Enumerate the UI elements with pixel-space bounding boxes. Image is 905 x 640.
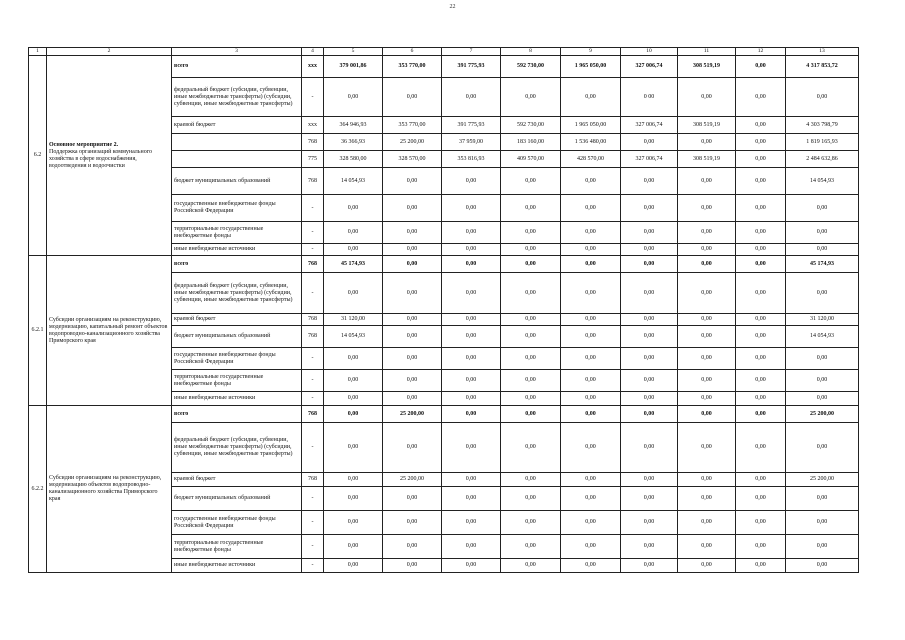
budget-code: 768 <box>302 314 324 326</box>
year-value: 0,00 <box>561 511 621 535</box>
column-number: 1 <box>29 48 47 56</box>
year-value: 409 570,00 <box>501 151 561 168</box>
year-value: 0,00 <box>501 78 561 117</box>
year-value: 353 770,00 <box>383 117 442 134</box>
year-value: 0,00 <box>678 134 736 151</box>
year-value: 0,00 <box>442 535 501 559</box>
year-value: 0,00 <box>383 78 442 117</box>
year-value: 0,00 <box>678 535 736 559</box>
year-value: 0,00 <box>736 348 786 370</box>
year-value: 0,00 <box>501 511 561 535</box>
year-value: 364 946,93 <box>324 117 383 134</box>
year-value: 25 200,00 <box>383 406 442 423</box>
year-value: 0,00 <box>621 473 678 487</box>
year-value: 0,00 <box>736 256 786 273</box>
year-value: 0,00 <box>736 559 786 573</box>
item-number: 6.2.1 <box>29 256 47 406</box>
year-value: 0,00 <box>561 244 621 256</box>
year-value: 14 054,93 <box>324 168 383 195</box>
year-value: 0,00 <box>383 559 442 573</box>
funding-source: иные внебюджетные источники <box>172 244 302 256</box>
total-value: 4 303 798,79 <box>786 117 859 134</box>
total-value: 2 484 632,86 <box>786 151 859 168</box>
funding-source: всего <box>172 56 302 78</box>
funding-source: краевой бюджет <box>172 473 302 487</box>
year-value: 0,00 <box>621 244 678 256</box>
year-value: 0,00 <box>736 326 786 348</box>
year-value: 0,00 <box>442 326 501 348</box>
year-value: 391 775,93 <box>442 56 501 78</box>
year-value: 0,00 <box>442 406 501 423</box>
year-value: 0,00 <box>442 487 501 511</box>
year-value: 14 054,93 <box>324 326 383 348</box>
year-value: 0,00 <box>678 473 736 487</box>
funding-source <box>172 151 302 168</box>
year-value: 0,00 <box>621 406 678 423</box>
budget-code: - <box>302 78 324 117</box>
budget-table <box>28 47 859 573</box>
year-value: 0,00 <box>561 487 621 511</box>
funding-source <box>172 134 302 151</box>
column-number: 3 <box>172 48 302 56</box>
year-value: 0,00 <box>442 168 501 195</box>
year-value: 0,00 <box>561 370 621 392</box>
column-number: 6 <box>383 48 442 56</box>
item-name <box>47 56 172 256</box>
column-number: 8 <box>501 48 561 56</box>
page-number: 22 <box>449 4 456 10</box>
funding-source: бюджет муниципальных образований <box>172 168 302 195</box>
total-value: 25 200,00 <box>786 473 859 487</box>
funding-source: иные внебюджетные источники <box>172 392 302 406</box>
year-value: 0,00 <box>678 559 736 573</box>
year-value: 0,00 <box>324 348 383 370</box>
funding-source: федеральный бюджет (субсидии, субвенции, иные межбюджетные трансферты) (субсидии, субвенции, иные межбюджетные трансферты) <box>172 423 302 473</box>
column-number: 7 <box>442 48 501 56</box>
column-number: 12 <box>736 48 786 56</box>
year-value: 327 006,74 <box>621 151 678 168</box>
funding-source: краевой бюджет <box>172 117 302 134</box>
year-value: 0,00 <box>324 487 383 511</box>
year-value: 0,00 <box>678 168 736 195</box>
year-value: 0,00 <box>736 511 786 535</box>
year-value: 0,00 <box>561 473 621 487</box>
year-value: 25 200,00 <box>383 473 442 487</box>
year-value: 0,00 <box>621 392 678 406</box>
year-value: 0,00 <box>678 326 736 348</box>
year-value: 0,00 <box>678 78 736 117</box>
year-value: 308 519,19 <box>678 151 736 168</box>
total-value: 4 317 853,72 <box>786 56 859 78</box>
total-value: 0,00 <box>786 535 859 559</box>
total-value: 0,00 <box>786 370 859 392</box>
header-row <box>29 48 859 56</box>
year-value: 0,00 <box>678 222 736 244</box>
year-value: 0,00 <box>324 406 383 423</box>
year-value: 0,00 <box>324 535 383 559</box>
year-value: 0,00 <box>736 406 786 423</box>
budget-code: - <box>302 195 324 222</box>
budget-code: - <box>302 222 324 244</box>
year-value: 0,00 <box>621 423 678 473</box>
year-value: 0,00 <box>561 535 621 559</box>
year-value: 0,00 <box>561 348 621 370</box>
budget-code: - <box>302 273 324 314</box>
year-value: 0,00 <box>736 535 786 559</box>
year-value: 0,00 <box>383 195 442 222</box>
year-value: 0,00 <box>501 535 561 559</box>
budget-code: - <box>302 244 324 256</box>
year-value: 0,00 <box>442 222 501 244</box>
year-value: 0,00 <box>621 559 678 573</box>
budget-code: ххх <box>302 117 324 134</box>
year-value: 0,00 <box>324 473 383 487</box>
year-value: 0,00 <box>442 511 501 535</box>
year-value: 37 959,00 <box>442 134 501 151</box>
year-value: 0,00 <box>383 256 442 273</box>
year-value: 0,00 <box>324 392 383 406</box>
total-value: 0,00 <box>786 348 859 370</box>
table-row <box>29 406 859 423</box>
budget-code: - <box>302 392 324 406</box>
year-value: 0,00 <box>383 273 442 314</box>
year-value: 0,00 <box>383 348 442 370</box>
budget-code: 768 <box>302 256 324 273</box>
year-value: 0,00 <box>501 473 561 487</box>
year-value: 0,00 <box>442 195 501 222</box>
year-value: 36 366,93 <box>324 134 383 151</box>
year-value: 0,00 <box>324 244 383 256</box>
year-value: 0,00 <box>561 256 621 273</box>
year-value: 0,00 <box>678 392 736 406</box>
year-value: 0,00 <box>736 134 786 151</box>
funding-source: всего <box>172 256 302 273</box>
item-number: 6.2 <box>29 56 47 256</box>
year-value: 0,00 <box>561 559 621 573</box>
budget-code: ххх <box>302 56 324 78</box>
total-value: 14 054,93 <box>786 168 859 195</box>
year-value: 0,00 <box>324 222 383 244</box>
item-name-text: Поддержка организаций коммунального хозяйства в сфере водоснабжения, водоотведения и водоочистки <box>49 148 153 169</box>
year-value: 0,00 <box>561 406 621 423</box>
year-value: 391 775,93 <box>442 117 501 134</box>
budget-code: - <box>302 348 324 370</box>
total-value: 0,00 <box>786 244 859 256</box>
year-value: 0,00 <box>736 117 786 134</box>
year-value: 0,00 <box>442 348 501 370</box>
year-value: 0,00 <box>442 392 501 406</box>
year-value: 1 965 050,00 <box>561 117 621 134</box>
funding-source: бюджет муниципальных образований <box>172 326 302 348</box>
budget-code: 768 <box>302 473 324 487</box>
item-name <box>47 406 172 573</box>
funding-source: краевой бюджет <box>172 314 302 326</box>
year-value: 0,00 <box>442 423 501 473</box>
funding-source: территориальные государственные внебюджетные фонды <box>172 222 302 244</box>
budget-code: - <box>302 423 324 473</box>
year-value: 0,00 <box>621 511 678 535</box>
column-number: 10 <box>621 48 678 56</box>
total-value: 0,00 <box>786 511 859 535</box>
year-value: 0,00 <box>442 314 501 326</box>
year-value: 0,00 <box>561 222 621 244</box>
year-value: 183 160,00 <box>501 134 561 151</box>
column-number: 11 <box>678 48 736 56</box>
item-name-text: Субсидии организациям на реконструкцию, модернизацию, капитальный ремонт объектов водопроводно-канализационного хозяйства Приморского края <box>49 316 168 344</box>
funding-source: иные внебюджетные источники <box>172 559 302 573</box>
year-value: 0,00 <box>442 78 501 117</box>
item-number: 6.2.2 <box>29 406 47 573</box>
year-value: 0,00 <box>561 423 621 473</box>
year-value: 0,00 <box>442 256 501 273</box>
year-value: 0,00 <box>736 222 786 244</box>
year-value: 0,00 <box>621 487 678 511</box>
year-value: 0,00 <box>736 370 786 392</box>
year-value: 0,00 <box>383 244 442 256</box>
year-value: 0,00 <box>736 473 786 487</box>
budget-code: - <box>302 487 324 511</box>
year-value: 0,00 <box>678 487 736 511</box>
year-value: 0,00 <box>561 392 621 406</box>
year-value: 0,00 <box>736 423 786 473</box>
year-value: 0,00 <box>501 559 561 573</box>
funding-source: государственные внебюджетные фонды Российской Федерации <box>172 511 302 535</box>
total-value: 0,00 <box>786 392 859 406</box>
year-value: 0,00 <box>324 559 383 573</box>
total-value: 25 200,00 <box>786 406 859 423</box>
year-value: 0,00 <box>678 511 736 535</box>
year-value: 0,00 <box>678 406 736 423</box>
budget-code: 768 <box>302 406 324 423</box>
year-value: 0,00 <box>442 473 501 487</box>
item-name-text: Субсидии организациям на реконструкцию, модернизацию объектов водопроводно-канализационного хозяйства Приморского края <box>49 475 162 502</box>
year-value: 0,00 <box>736 168 786 195</box>
year-value: 0,00 <box>324 511 383 535</box>
year-value: 0,00 <box>561 314 621 326</box>
year-value: 0,00 <box>501 406 561 423</box>
year-value: 0,00 <box>501 423 561 473</box>
total-value: 0,00 <box>786 78 859 117</box>
year-value: 0,00 <box>442 559 501 573</box>
year-value: 0,00 <box>678 314 736 326</box>
year-value: 308 519,19 <box>678 56 736 78</box>
year-value: 0,00 <box>621 273 678 314</box>
funding-source: всего <box>172 406 302 423</box>
year-value: 0,00 <box>383 326 442 348</box>
year-value: 0,00 <box>736 195 786 222</box>
year-value: 0,00 <box>442 370 501 392</box>
total-value: 31 120,00 <box>786 314 859 326</box>
funding-source: бюджет муниципальных образований <box>172 487 302 511</box>
total-value: 0,00 <box>786 487 859 511</box>
year-value: 0 00 <box>621 78 678 117</box>
year-value: 0,00 <box>621 256 678 273</box>
year-value: 0,00 <box>678 370 736 392</box>
column-number: 5 <box>324 48 383 56</box>
year-value: 0,00 <box>501 487 561 511</box>
year-value: 0,00 <box>324 423 383 473</box>
funding-source: государственные внебюджетные фонды Российской Федерации <box>172 348 302 370</box>
budget-code: - <box>302 511 324 535</box>
funding-source: федеральный бюджет (субсидии, субвенции, иные межбюджетные трансферты) (субсидии, субвенции, иные межбюджетные трансферты) <box>172 78 302 117</box>
year-value: 353 770,00 <box>383 56 442 78</box>
year-value: 0,00 <box>621 168 678 195</box>
year-value: 0,00 <box>501 370 561 392</box>
total-value: 0,00 <box>786 559 859 573</box>
year-value: 0,00 <box>383 168 442 195</box>
year-value: 1 965 050,00 <box>561 56 621 78</box>
year-value: 0,00 <box>736 392 786 406</box>
year-value: 0,00 <box>621 222 678 244</box>
column-number: 2 <box>47 48 172 56</box>
year-value: 0,00 <box>324 370 383 392</box>
year-value: 0,00 <box>621 348 678 370</box>
total-value: 0,00 <box>786 222 859 244</box>
year-value: 0,00 <box>501 273 561 314</box>
year-value: 0,00 <box>501 222 561 244</box>
year-value: 25 200,00 <box>383 134 442 151</box>
year-value: 0,00 <box>561 273 621 314</box>
year-value: 0,00 <box>678 244 736 256</box>
year-value: 328 570,00 <box>383 151 442 168</box>
year-value: 0,00 <box>561 78 621 117</box>
year-value: 0,00 <box>383 392 442 406</box>
year-value: 0,00 <box>678 348 736 370</box>
year-value: 0,00 <box>442 244 501 256</box>
total-value: 0,00 <box>786 423 859 473</box>
year-value: 0,00 <box>501 195 561 222</box>
year-value: 0,00 <box>561 195 621 222</box>
year-value: 0,00 <box>383 487 442 511</box>
item-name-heading: Основное мероприятие 2. <box>49 141 119 148</box>
year-value: 0,00 <box>501 256 561 273</box>
item-name <box>47 256 172 406</box>
year-value: 0,00 <box>383 423 442 473</box>
year-value: 0,00 <box>383 511 442 535</box>
year-value: 353 816,93 <box>442 151 501 168</box>
year-value: 0,00 <box>678 423 736 473</box>
year-value: 0,00 <box>501 326 561 348</box>
total-value: 45 174,93 <box>786 256 859 273</box>
year-value: 0,00 <box>621 195 678 222</box>
year-value: 0,00 <box>736 273 786 314</box>
year-value: 0,00 <box>501 244 561 256</box>
total-value: 0,00 <box>786 195 859 222</box>
year-value: 0,00 <box>736 78 786 117</box>
year-value: 379 001,86 <box>324 56 383 78</box>
year-value: 0,00 <box>621 370 678 392</box>
year-value: 0,00 <box>736 151 786 168</box>
table-row <box>29 256 859 273</box>
year-value: 45 174,93 <box>324 256 383 273</box>
year-value: 0,00 <box>736 314 786 326</box>
table-row <box>29 56 859 78</box>
funding-source: территориальные государственные внебюджетные фонды <box>172 370 302 392</box>
year-value: 0,00 <box>501 348 561 370</box>
budget-code: 768 <box>302 134 324 151</box>
year-value: 0,00 <box>324 78 383 117</box>
budget-code: - <box>302 535 324 559</box>
year-value: 0,00 <box>383 222 442 244</box>
year-value: 0,00 <box>324 195 383 222</box>
year-value: 327 006,74 <box>621 56 678 78</box>
budget-code: 768 <box>302 326 324 348</box>
year-value: 0,00 <box>561 168 621 195</box>
year-value: 327 006,74 <box>621 117 678 134</box>
budget-code: 775 <box>302 151 324 168</box>
year-value: 0,00 <box>678 273 736 314</box>
year-value: 0,00 <box>621 326 678 348</box>
year-value: 0,00 <box>442 273 501 314</box>
budget-code: - <box>302 370 324 392</box>
year-value: 0,00 <box>621 134 678 151</box>
year-value: 0,00 <box>383 535 442 559</box>
year-value: 0,00 <box>736 244 786 256</box>
column-number: 13 <box>786 48 859 56</box>
budget-code: 768 <box>302 168 324 195</box>
total-value: 14 054,93 <box>786 326 859 348</box>
total-value: 0,00 <box>786 273 859 314</box>
funding-source: федеральный бюджет (субсидии, субвенции, иные межбюджетные трансферты) (субсидии, субвенции, иные межбюджетные трансферты) <box>172 273 302 314</box>
year-value: 0,00 <box>383 370 442 392</box>
year-value: 592 730,00 <box>501 117 561 134</box>
year-value: 0,00 <box>678 195 736 222</box>
year-value: 0,00 <box>561 326 621 348</box>
funding-source: территориальные государственные внебюджетные фонды <box>172 535 302 559</box>
year-value: 1 536 480,00 <box>561 134 621 151</box>
year-value: 0,00 <box>621 314 678 326</box>
column-number: 4 <box>302 48 324 56</box>
column-number: 9 <box>561 48 621 56</box>
year-value: 0,00 <box>501 168 561 195</box>
total-value: 1 819 165,93 <box>786 134 859 151</box>
funding-source: государственные внебюджетные фонды Российской Федерации <box>172 195 302 222</box>
year-value: 31 120,00 <box>324 314 383 326</box>
year-value: 308 519,19 <box>678 117 736 134</box>
year-value: 328 580,00 <box>324 151 383 168</box>
year-value: 0,00 <box>736 56 786 78</box>
year-value: 0,00 <box>501 392 561 406</box>
year-value: 0,00 <box>678 256 736 273</box>
year-value: 0,00 <box>324 273 383 314</box>
year-value: 0,00 <box>621 535 678 559</box>
year-value: 0,00 <box>736 487 786 511</box>
budget-code: - <box>302 559 324 573</box>
year-value: 0,00 <box>383 314 442 326</box>
year-value: 428 570,00 <box>561 151 621 168</box>
year-value: 592 730,00 <box>501 56 561 78</box>
year-value: 0,00 <box>501 314 561 326</box>
